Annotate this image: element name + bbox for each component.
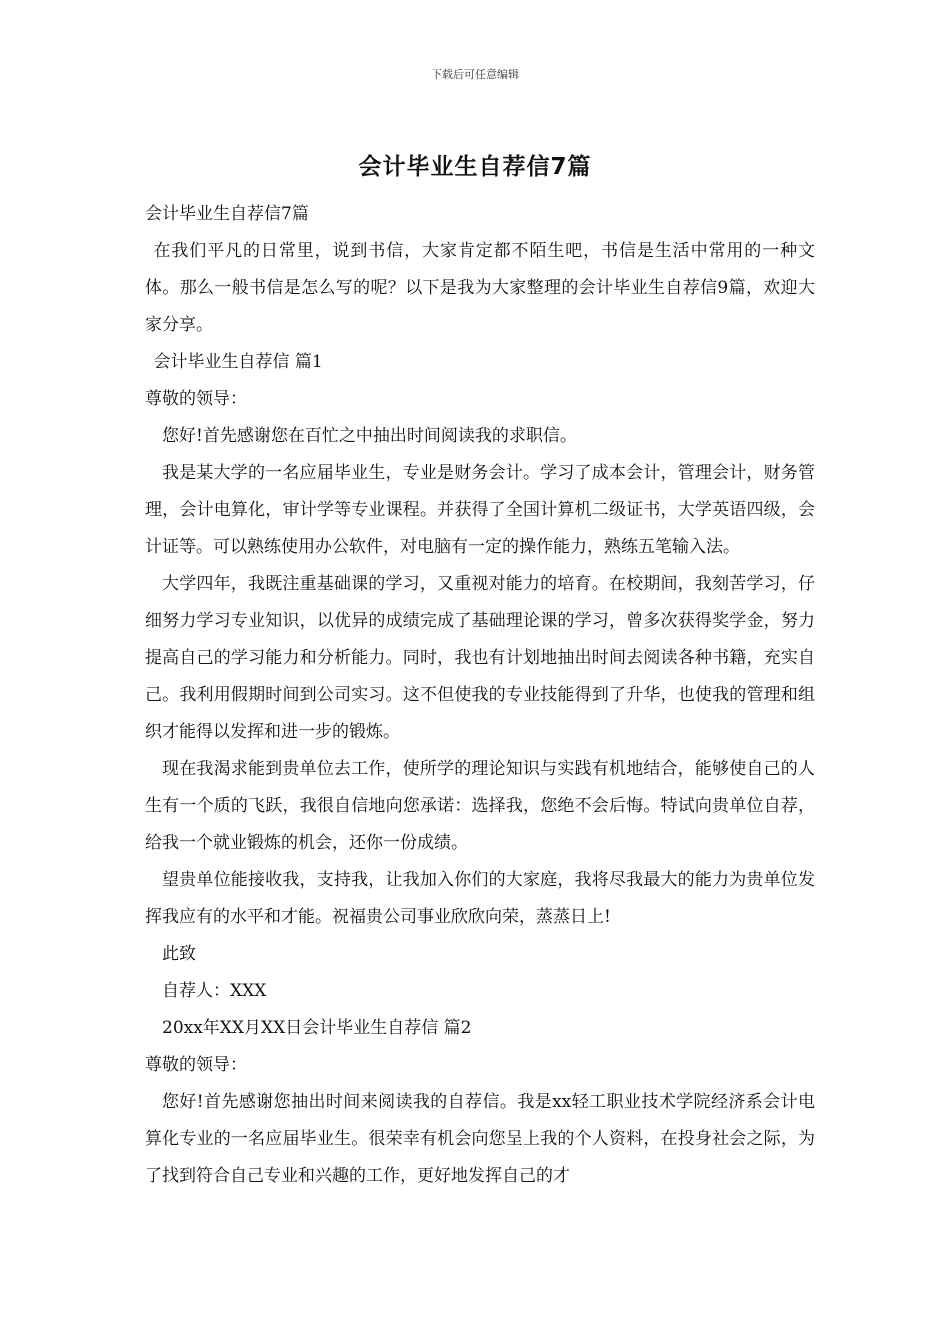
letter-paragraph: 您好!首先感谢您抽出时间来阅读我的自荐信。我是xx轻工职业技术学院经济系会计电算化专业的一名应届毕业生。很荣幸有机会向您呈上我的个人资料，在投身社会之际，为了找到符合自己专业和兴趣的工作，更好地发挥自己的才 xyxy=(145,1092,815,1186)
intro-paragraph: 在我们平凡的日常里，说到书信，大家肯定都不陌生吧，书信是生活中常用的一种文体。那么一般书信是怎么写的呢？以下是我为大家整理的会计毕业生自荐信9篇，欢迎大家分享。 xyxy=(145,241,815,335)
letter-paragraph: 现在我渴求能到贵单位去工作，使所学的理论知识与实践有机地结合，能够使自己的人生有一个质的飞跃，我很自信地向您承诺：选择我，您绝不会后悔。特试向贵单位自荐，给我一个就业锻炼的机会，还你一份成绩。 xyxy=(145,759,815,853)
header-note: 下载后可任意编辑 xyxy=(431,68,519,81)
subtitle-line: 会计毕业生自荐信7篇 xyxy=(145,204,309,224)
letter-paragraph: 望贵单位能接收我，支持我，让我加入你们的大家庭，我将尽我最大的能力为贵单位发挥我应有的水平和才能。祝福贵公司事业欣欣向荣，蒸蒸日上! xyxy=(145,870,815,927)
document-body xyxy=(145,196,815,1195)
document-title: 会计毕业生自荐信7篇 xyxy=(358,154,592,180)
salutation: 尊敬的领导： xyxy=(145,389,247,409)
letter-paragraph: 大学四年，我既注重基础课的学习，又重视对能力的培育。在校期间，我刻苦学习，仔细努力学习专业知识，以优异的成绩完成了基础理论课的学习，曾多次获得奖学金，努力提高自己的学习能力和分析能力。同时，我也有计划地抽出时间去阅读各种书籍，充实自己。我利用假期时间到公司实习。这不但使我的专业技能得到了升华，也使我的管理和组织才能得以发挥和进一步的锻炼。 xyxy=(145,574,815,742)
closing-line: 此致 xyxy=(162,944,196,964)
letter-paragraph: 您好!首先感谢您在百忙之中抽出时间阅读我的求职信。 xyxy=(162,426,577,446)
section-heading-1: 会计毕业生自荐信 篇1 xyxy=(153,352,323,372)
signature-line: 自荐人：XXX xyxy=(162,981,267,1001)
salutation: 尊敬的领导： xyxy=(145,1055,247,1075)
section-heading-2: 20xx年XX月XX日会计毕业生自荐信 篇2 xyxy=(162,1018,472,1038)
letter-paragraph: 我是某大学的一名应届毕业生，专业是财务会计。学习了成本会计，管理会计，财务管理，会计电算化，审计学等专业课程。并获得了全国计算机二级证书，大学英语四级，会计证等。可以熟练使用办公软件，对电脑有一定的操作能力，熟练五笔输入法。 xyxy=(145,463,815,557)
